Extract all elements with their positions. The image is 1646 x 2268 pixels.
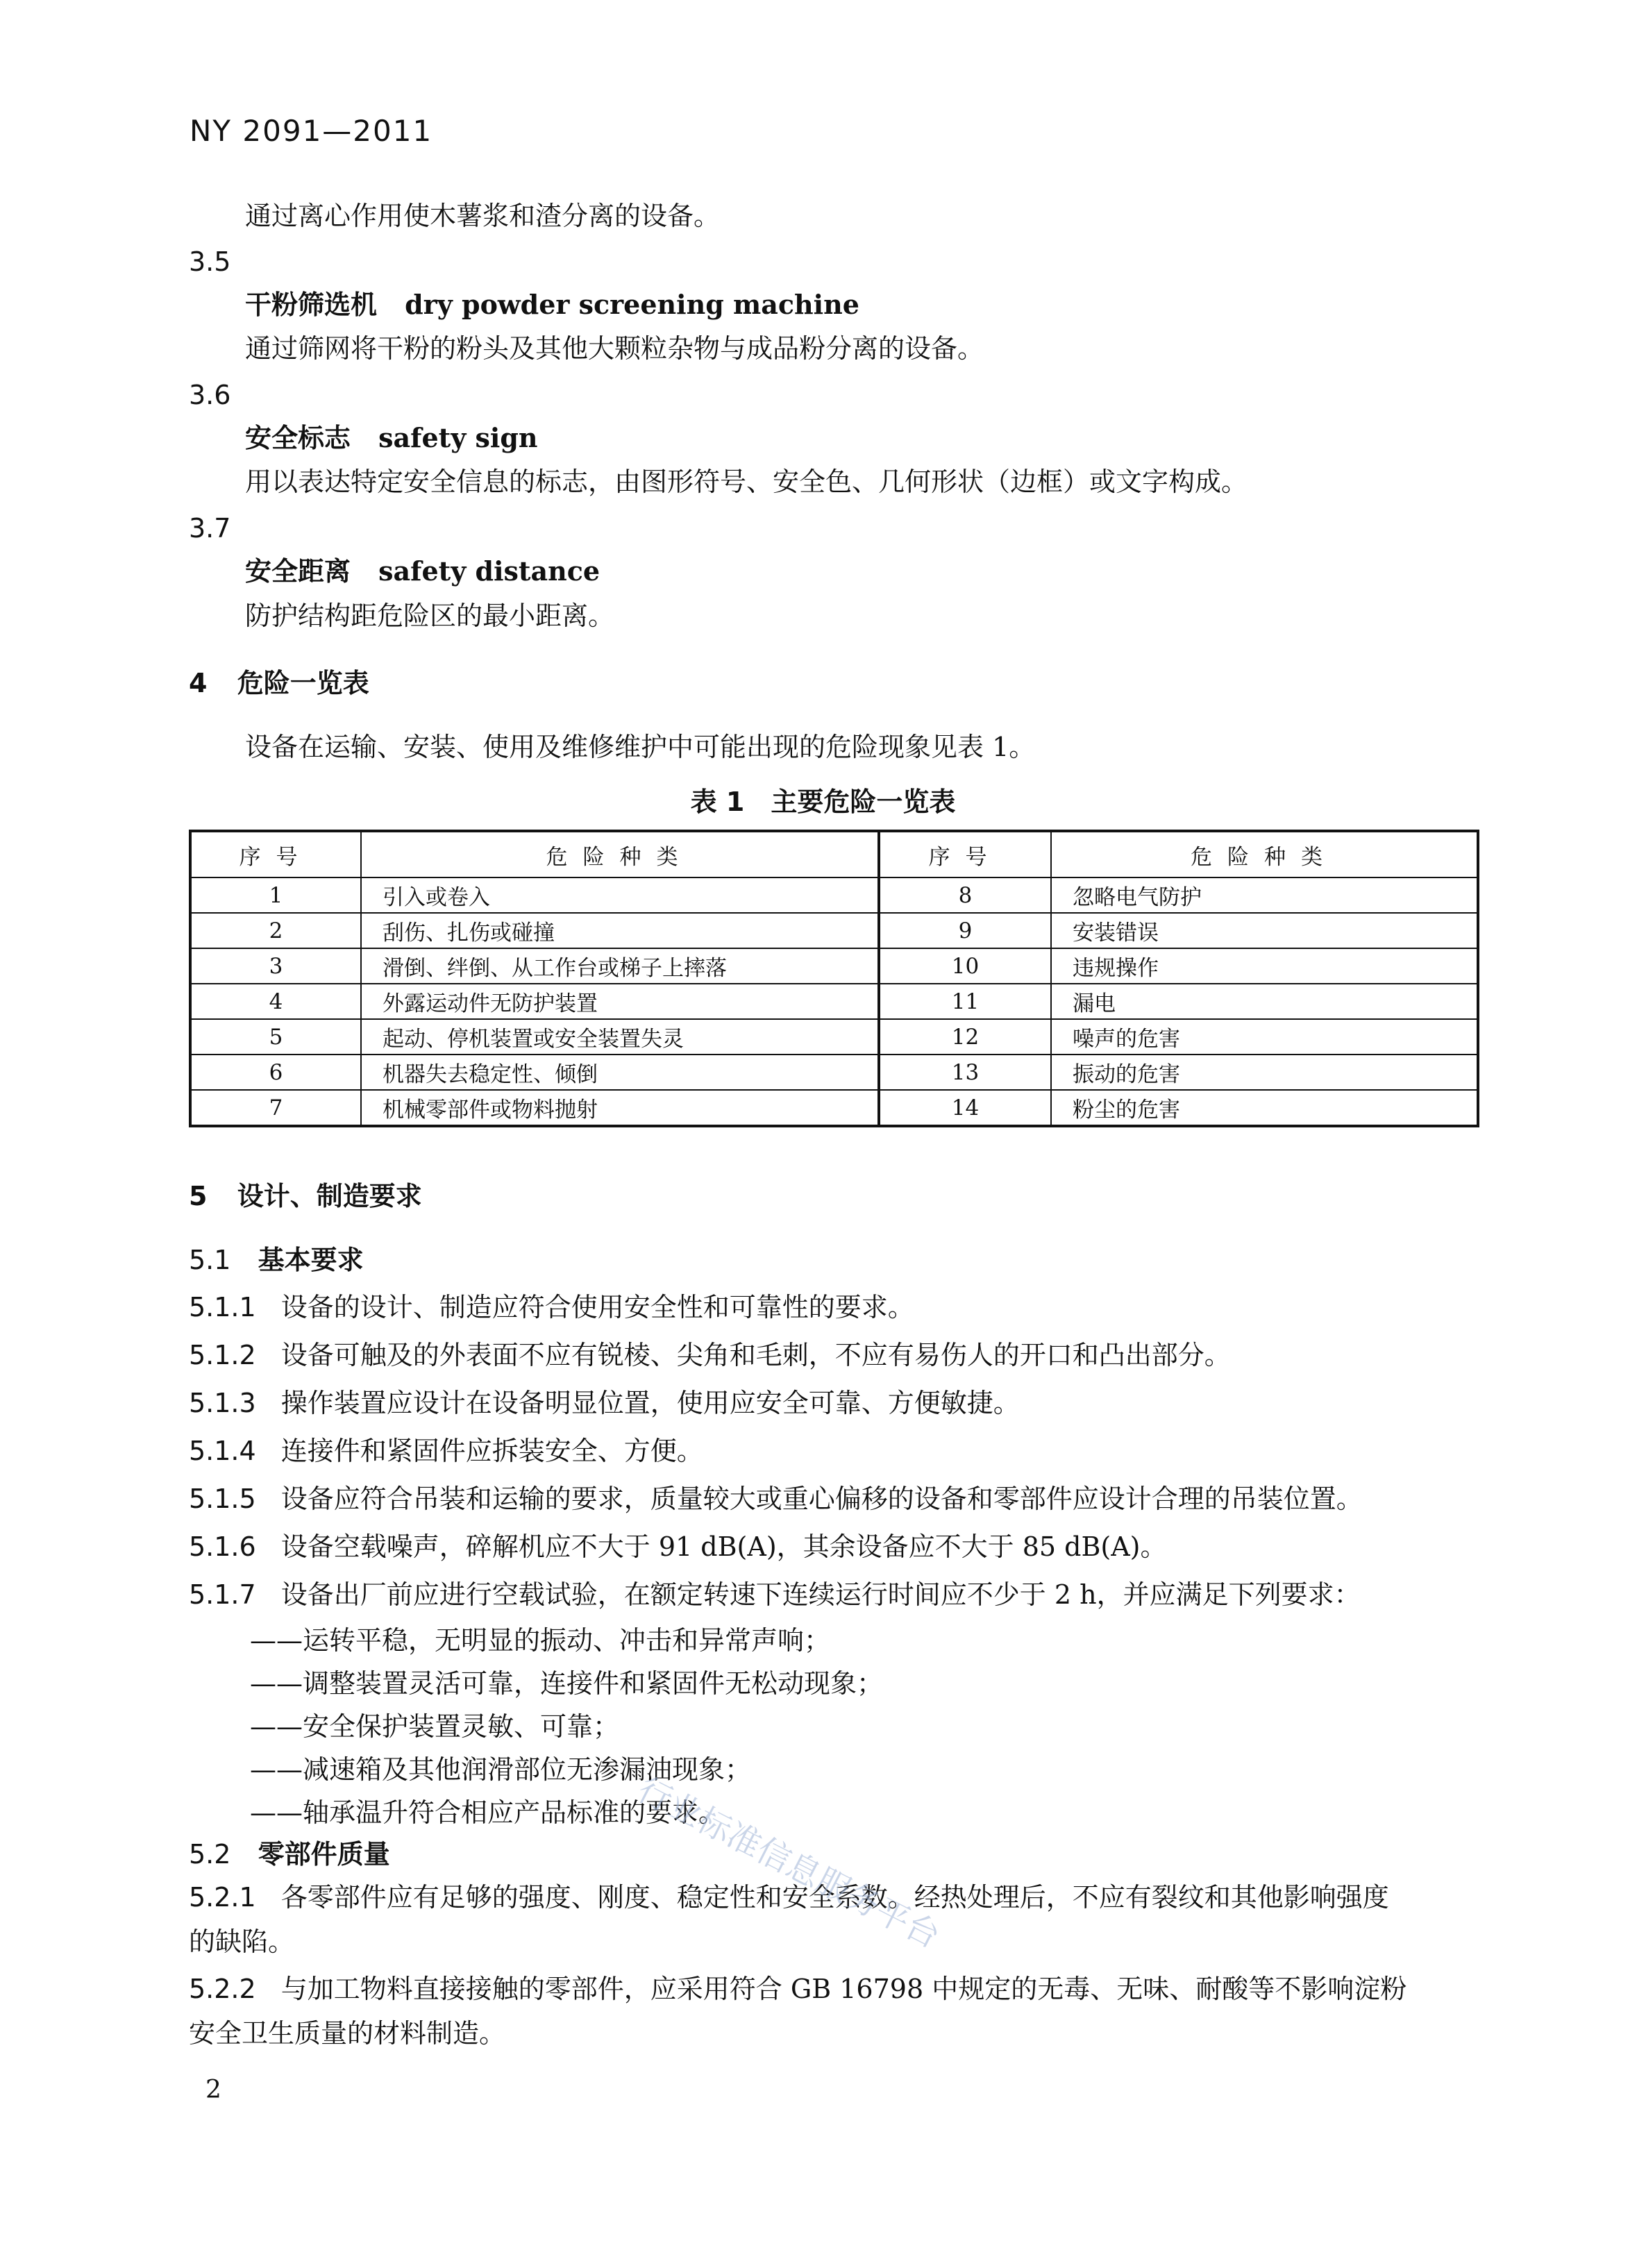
column-header: 危险种类 xyxy=(361,831,879,877)
table-cell: 刮伤、扎伤或碰撞 xyxy=(361,913,879,948)
subsection-5-1-heading xyxy=(189,1247,364,1273)
def-term xyxy=(245,422,538,453)
def-number: 3.7 xyxy=(189,513,231,544)
continued-text: 通过离心作用使木薯浆和渣分离的设备。 xyxy=(245,201,721,231)
table-cell: 2 xyxy=(190,913,361,948)
clause-number: 5.1.6 xyxy=(189,1531,256,1562)
subsection-number: 5.1 xyxy=(189,1245,231,1275)
table-header-row xyxy=(190,831,1478,877)
subsection-title: 零部件质量 xyxy=(258,1839,390,1870)
table-cell: 安装错误 xyxy=(1051,913,1478,948)
clause-text: 设备可触及的外表面不应有锐棱、尖角和毛刺，不应有易伤人的开口和凸出部分。 xyxy=(280,1340,1231,1370)
subsection-number: 5.2 xyxy=(189,1839,231,1870)
def-number: 3.6 xyxy=(189,380,231,410)
section-4-intro: 设备在运输、安装、使用及维修维护中可能出现的危险现象见表 1。 xyxy=(245,732,1036,762)
clause xyxy=(189,1882,1389,1913)
table-cell: 5 xyxy=(190,1019,361,1055)
table-cell: 9 xyxy=(879,913,1051,948)
table-cell: 引入或卷入 xyxy=(361,877,879,913)
dash-item: ——调整装置灵活可靠，连接件和紧固件无松动现象； xyxy=(250,1668,884,1699)
section-number: 5 xyxy=(189,1181,208,1211)
table-cell: 8 xyxy=(879,877,1051,913)
table-cell: 1 xyxy=(190,877,361,913)
clause-continuation: 安全卫生质量的材料制造。 xyxy=(189,2018,506,2049)
table-cell: 违规操作 xyxy=(1051,948,1478,984)
table-cell: 滑倒、绊倒、从工作台或梯子上摔落 xyxy=(361,948,879,984)
clause-number: 5.1.5 xyxy=(189,1484,256,1514)
clause-text: 设备应符合吊装和运输的要求，质量较大或重心偏移的设备和零部件应设计合理的吊装位置。 xyxy=(280,1484,1363,1514)
table-row xyxy=(190,913,1478,948)
column-header: 序号 xyxy=(879,831,1051,877)
table-row xyxy=(190,1090,1478,1126)
table-row xyxy=(190,1019,1478,1055)
table-cell: 忽略电气防护 xyxy=(1051,877,1478,913)
table-cell: 7 xyxy=(190,1090,361,1126)
clause xyxy=(189,1390,1020,1416)
page-number: 2 xyxy=(205,2076,221,2104)
clause-text: 操作装置应设计在设备明显位置，使用应安全可靠、方便敏捷。 xyxy=(280,1388,1020,1418)
section-title: 危险一览表 xyxy=(237,668,369,698)
clause-number: 5.1.4 xyxy=(189,1436,256,1466)
clause-number: 5.1.3 xyxy=(189,1388,256,1418)
table-cell: 12 xyxy=(879,1019,1051,1055)
table-cell: 机械零部件或物料抛射 xyxy=(361,1090,879,1126)
table-cell: 噪声的危害 xyxy=(1051,1019,1478,1055)
table-caption: 表 1 主要危险一览表 xyxy=(690,787,956,817)
table-row xyxy=(190,1055,1478,1090)
table-cell: 13 xyxy=(879,1055,1051,1090)
table-cell: 14 xyxy=(879,1090,1051,1126)
clause-text: 设备出厂前应进行空载试验，在额定转速下连续运行时间应不少于 2 h，并应满足下列要求： xyxy=(280,1579,1361,1610)
clause xyxy=(189,1342,1231,1368)
table-cell: 漏电 xyxy=(1051,984,1478,1019)
clause-text: 设备的设计、制造应符合使用安全性和可靠性的要求。 xyxy=(280,1292,914,1322)
dash-item: ——运转平稳，无明显的振动、冲击和异常声响； xyxy=(250,1625,831,1656)
table-cell: 6 xyxy=(190,1055,361,1090)
column-header: 序号 xyxy=(190,831,361,877)
subsection-title: 基本要求 xyxy=(258,1245,364,1275)
clause-number: 5.1.1 xyxy=(189,1292,256,1322)
clause-number: 5.1.2 xyxy=(189,1340,256,1370)
clause-number: 5.2.2 xyxy=(189,1974,256,2004)
watermark: 行业标准信息服务平台 xyxy=(631,1770,946,1956)
def-desc: 通过筛网将干粉的粉头及其他大颗粒杂物与成品粉分离的设备。 xyxy=(245,333,984,364)
clause-continuation: 的缺陷。 xyxy=(189,1926,295,1957)
table-cell: 10 xyxy=(879,948,1051,984)
def-term xyxy=(245,555,601,587)
def-term-cn: 干粉筛选机 xyxy=(245,289,378,320)
standard-header: NY 2091—2011 xyxy=(190,114,433,148)
table-cell: 机器失去稳定性、倾倒 xyxy=(361,1055,879,1090)
def-desc: 防护结构距危险区的最小距离。 xyxy=(245,600,615,631)
def-term-en: safety distance xyxy=(378,555,601,587)
clause-text: 连接件和紧固件应拆装安全、方便。 xyxy=(280,1436,703,1466)
def-term-cn: 安全距离 xyxy=(245,556,351,587)
clause-text: 各零部件应有足够的强度、刚度、稳定性和安全系数。经热处理后，不应有裂纹和其他影响强度 xyxy=(280,1882,1389,1913)
def-term-en: safety sign xyxy=(378,422,538,453)
def-desc: 用以表达特定安全信息的标志，由图形符号、安全色、几何形状（边框）或文字构成。 xyxy=(245,467,1248,497)
table-cell: 粉尘的危害 xyxy=(1051,1090,1478,1126)
def-term-en: dry powder screening machine xyxy=(405,289,859,320)
subsection-5-2-heading xyxy=(189,1839,390,1870)
clause xyxy=(189,1438,703,1464)
table-cell: 外露运动件无防护装置 xyxy=(361,984,879,1019)
table-cell: 4 xyxy=(190,984,361,1019)
clause-number: 5.2.1 xyxy=(189,1882,256,1913)
dash-item: ——轴承温升符合相应产品标准的要求。 xyxy=(250,1797,725,1828)
table-row xyxy=(190,877,1478,913)
table-row xyxy=(190,948,1478,984)
dash-item: ——减速箱及其他润滑部位无渗漏油现象； xyxy=(250,1754,752,1785)
table-cell: 11 xyxy=(879,984,1051,1019)
clause xyxy=(189,1486,1363,1512)
section-number: 4 xyxy=(189,668,208,698)
table-cell: 振动的危害 xyxy=(1051,1055,1478,1090)
clause xyxy=(189,1531,1167,1562)
column-header: 危险种类 xyxy=(1051,831,1478,877)
def-number: 3.5 xyxy=(189,246,231,277)
clause-text: 设备空载噪声，碎解机应不大于 91 dB(A)，其余设备应不大于 85 dB(A)。 xyxy=(280,1531,1167,1562)
def-term xyxy=(245,289,859,320)
section-title: 设计、制造要求 xyxy=(237,1181,422,1211)
clause xyxy=(189,1976,1406,2002)
dash-item: ——安全保护装置灵敏、可靠； xyxy=(250,1711,620,1742)
section-5-heading xyxy=(189,1183,422,1209)
table-cell: 3 xyxy=(190,948,361,984)
table-row xyxy=(190,984,1478,1019)
clause-number: 5.1.7 xyxy=(189,1579,256,1610)
hazard-table xyxy=(189,830,1479,1127)
table-cell: 起动、停机装置或安全装置失灵 xyxy=(361,1019,879,1055)
clause-text: 与加工物料直接接触的零部件，应采用符合 GB 16798 中规定的无毒、无味、耐酸等不影响淀粉 xyxy=(280,1974,1407,2004)
def-term-cn: 安全标志 xyxy=(245,423,351,453)
clause xyxy=(189,1581,1361,1608)
section-4-heading xyxy=(189,670,369,696)
clause xyxy=(189,1294,914,1320)
